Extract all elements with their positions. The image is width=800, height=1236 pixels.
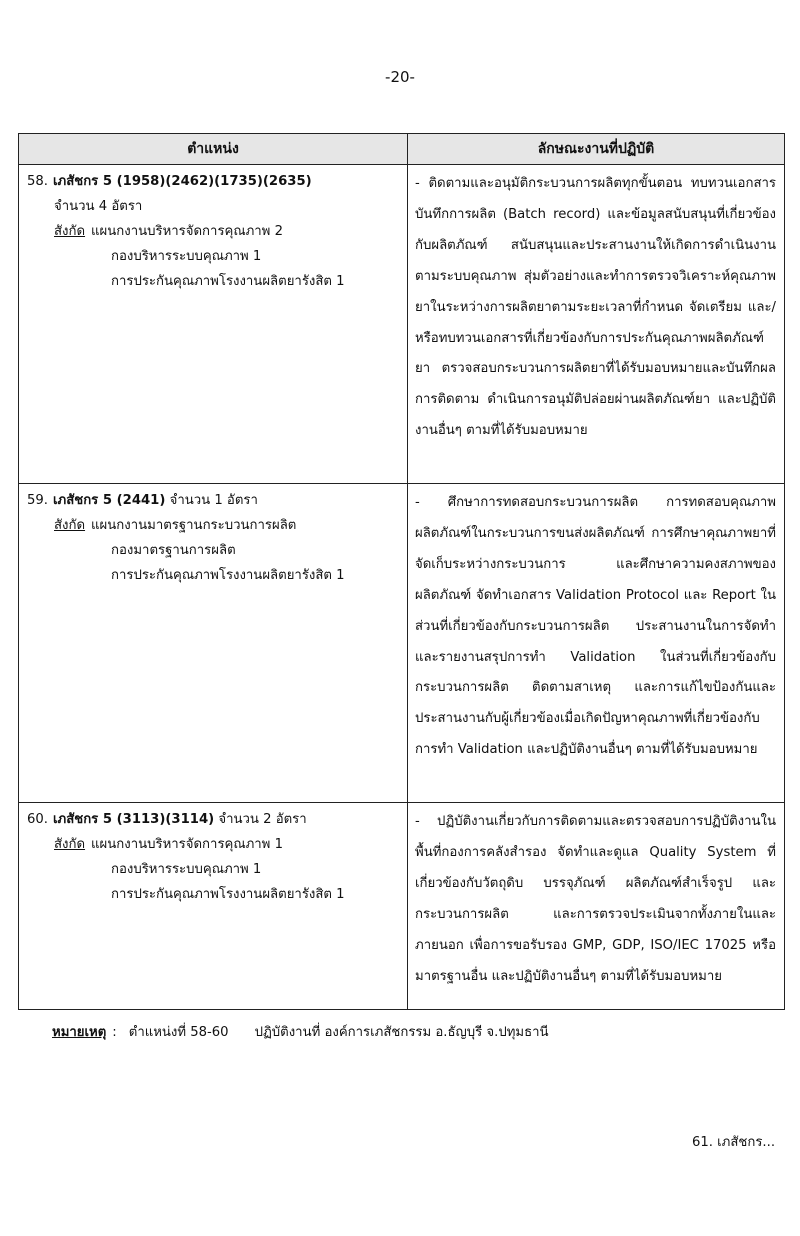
affiliation-unit xyxy=(27,832,399,857)
affiliation-label: สังกัด xyxy=(54,224,86,239)
positions-table xyxy=(18,133,785,1010)
next-page-reference: 61. เภสัชกร... xyxy=(692,1135,776,1150)
position-cell xyxy=(19,803,408,1010)
position-heading xyxy=(27,807,399,832)
position-heading xyxy=(27,488,399,513)
unit-name: แผนกงานบริหารจัดการคุณภาพ 2 xyxy=(91,224,283,239)
position-count: จำนวน 1 อัตรา xyxy=(169,493,258,508)
table-header-row xyxy=(19,134,785,165)
affiliation-label: สังกัด xyxy=(54,837,86,852)
table-row xyxy=(19,803,785,1010)
affiliation-label: สังกัด xyxy=(54,518,86,533)
duty-cell: - ปฏิบัติงานเกี่ยวกับการติดตามและตรวจสอบการปฏิบัติงานในพื้นที่กองการคลังสำรอง จัดทำและดูแล Quality System ที่เกี่ยวข้องกับวัตถุดิบ บรรจุภัณฑ์ ผลิตภัณฑ์สำเร็จรูป และกระบวนการผลิต และการตรวจประเมินจากทั้งภายในและภายนอก เพื่อการขอรับรอง GMP, GDP, ISO/IEC 17025 หรือมาตรฐานอื่น และปฏิบัติงานอื่นๆ ตามที่ได้รับมอบหมาย xyxy=(408,803,785,1010)
header-position: ตำแหน่ง xyxy=(19,134,408,165)
position-number: 59. xyxy=(27,493,48,508)
position-cell xyxy=(19,165,408,484)
duty-cell: - ติดตามและอนุมัติกระบวนการผลิตทุกขั้นตอน ทบทวนเอกสารบันทึกการผลิต (Batch record) และข้อมูลสนับสนุนที่เกี่ยวข้องกับผลิตภัณฑ์ สนับสนุนและประสานงานให้เกิดการดำเนินงานตามระบบคุณภาพ สุ่มตัวอย่างและทำการตรวจวิเคราะห์คุณภาพยาในระหว่างการผลิตยาตามระยะเวลาที่กำหนด จัดเตรียม และ/หรือทบทวนเอกสารที่เกี่ยวข้องกับการประกันคุณภาพผลิตภัณฑ์ยา ตรวจสอบกระบวนการผลิตยาที่ได้รับมอบหมายและบันทึกผลการติดตาม ดำเนินการอนุมัติปล่อยผ่านผลิตภัณฑ์ยา และปฏิบัติงานอื่นๆ ตามที่ได้รับมอบหมาย xyxy=(408,165,785,484)
division-name: กองบริหารระบบคุณภาพ 1 xyxy=(111,249,262,264)
position-heading xyxy=(27,169,399,194)
division-name: กองบริหารระบบคุณภาพ 1 xyxy=(111,862,262,877)
position-cell xyxy=(19,484,408,803)
affiliation-unit xyxy=(27,513,399,538)
position-title: เภสัชกร 5 (1958)(2462)(1735)(2635) xyxy=(53,174,312,189)
table-row xyxy=(19,484,785,803)
remark-note xyxy=(52,1021,549,1042)
remark-positions: ตำแหน่งที่ 58-60 xyxy=(128,1025,229,1040)
position-title: เภสัชกร 5 (3113)(3114) xyxy=(53,812,215,827)
department-name: การประกันคุณภาพโรงงานผลิตยารังสิต 1 xyxy=(111,568,345,583)
position-count: จำนวน 4 อัตรา xyxy=(54,199,143,214)
department-name: การประกันคุณภาพโรงงานผลิตยารังสิต 1 xyxy=(111,274,345,289)
remark-label: หมายเหตุ xyxy=(52,1025,107,1040)
position-count: จำนวน 2 อัตรา xyxy=(218,812,307,827)
division-name: กองมาตรฐานการผลิต xyxy=(111,543,236,558)
unit-name: แผนกงานบริหารจัดการคุณภาพ 1 xyxy=(91,837,283,852)
table-row xyxy=(19,165,785,484)
header-duty: ลักษณะงานที่ปฏิบัติ xyxy=(408,134,785,165)
page-number: -20- xyxy=(385,68,415,86)
affiliation-unit xyxy=(27,219,399,244)
department-name: การประกันคุณภาพโรงงานผลิตยารังสิต 1 xyxy=(111,887,345,902)
position-title: เภสัชกร 5 (2441) xyxy=(53,493,166,508)
remark-text: ปฏิบัติงานที่ องค์การเภสัชกรรม อ.ธัญบุรี จ.ปทุมธานี xyxy=(254,1025,549,1040)
position-number: 60. xyxy=(27,812,48,827)
duty-cell: - ศึกษาการทดสอบกระบวนการผลิต การทดสอบคุณภาพผลิตภัณฑ์ในกระบวนการขนส่งผลิตภัณฑ์ การศึกษาคุณภาพยาที่จัดเก็บระหว่างกระบวนการ และศึกษาความคงสภาพของผลิตภัณฑ์ จัดทำเอกสาร Validation Protocol และ Report ในส่วนที่เกี่ยวข้องกับกระบวนการผลิต ประสานงานในการจัดทำและรายงานสรุปการทำ Validation ในส่วนที่เกี่ยวข้องกับกระบวนการผลิต ติดตามสาเหตุ และการแก้ไขป้องกันและประสานงานกับผู้เกี่ยวข้องเมื่อเกิดปัญหาคุณภาพที่เกี่ยวข้องกับการทำ Validation และปฏิบัติงานอื่นๆ ตามที่ได้รับมอบหมาย xyxy=(408,484,785,803)
unit-name: แผนกงานมาตรฐานกระบวนการผลิต xyxy=(91,518,297,533)
position-number: 58. xyxy=(27,174,48,189)
remark-colon: : xyxy=(112,1025,117,1040)
